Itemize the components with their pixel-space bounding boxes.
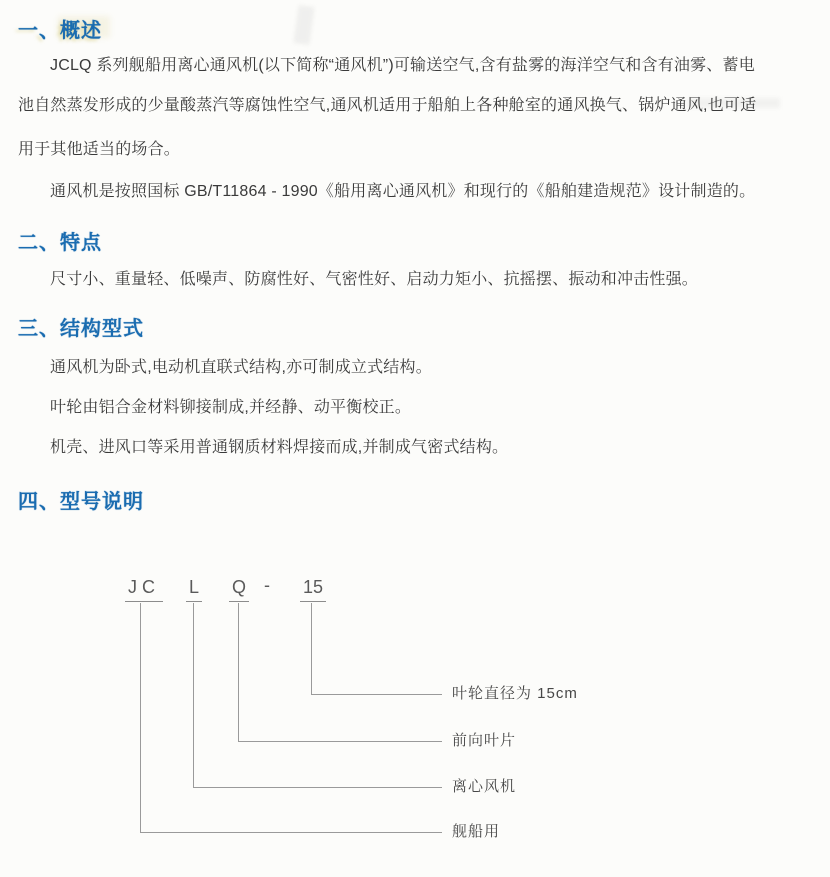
- model-designation-diagram: [0, 560, 830, 872]
- paragraph-line: 用于其他适当的场合。: [18, 141, 181, 158]
- diagram-label-prefix: 舰船用: [452, 823, 501, 840]
- paragraph-line: 叶轮由铝合金材料铆接制成,并经静、动平衡校正。: [50, 399, 412, 416]
- paragraph-line: 池自然蒸发形成的少量酸蒸汽等腐蚀性空气,通风机适用于船舶上各种舱室的通风换气、锅炉通风,也可适: [18, 97, 757, 114]
- diagram-label-type: 离心风机: [452, 778, 517, 795]
- paragraph-line: 尺寸小、重量轻、低噪声、防腐性好、气密性好、启动力矩小、抗摇摆、振动和冲击性强。: [50, 271, 699, 288]
- model-code-size: 15: [300, 578, 326, 602]
- section-heading-model-designation: 四、型号说明: [18, 491, 144, 513]
- paragraph-line: 机壳、进风口等采用普通钢质材料焊接而成,并制成气密式结构。: [50, 439, 509, 456]
- model-code-blade: Q: [229, 578, 249, 602]
- paragraph-line: 通风机是按照国标 GB/T11864 - 1990《船用离心通风机》和现行的《船舶建造规范》设计制造的。: [50, 183, 756, 200]
- model-code-separator: -: [264, 575, 270, 595]
- diagram-label-blade: 前向叶片: [452, 732, 517, 749]
- paragraph-line: 通风机为卧式,电动机直联式结构,亦可制成立式结构。: [50, 359, 432, 376]
- diagram-label-size: 叶轮直径为 15cm: [452, 685, 578, 702]
- section-heading-overview: 一、概述: [18, 20, 102, 42]
- model-code-prefix: JC: [125, 578, 163, 602]
- section-heading-features: 二、特点: [18, 232, 102, 254]
- leader-line-size: [311, 603, 442, 695]
- model-code-type: L: [186, 578, 202, 602]
- section-heading-structure: 三、结构型式: [18, 318, 144, 340]
- paragraph-line: JCLQ 系列舰船用离心通风机(以下简称“通风机”)可输送空气,含有盐雾的海洋空气和含有油雾、蓄电: [50, 57, 755, 74]
- scan-artifact: [293, 5, 314, 45]
